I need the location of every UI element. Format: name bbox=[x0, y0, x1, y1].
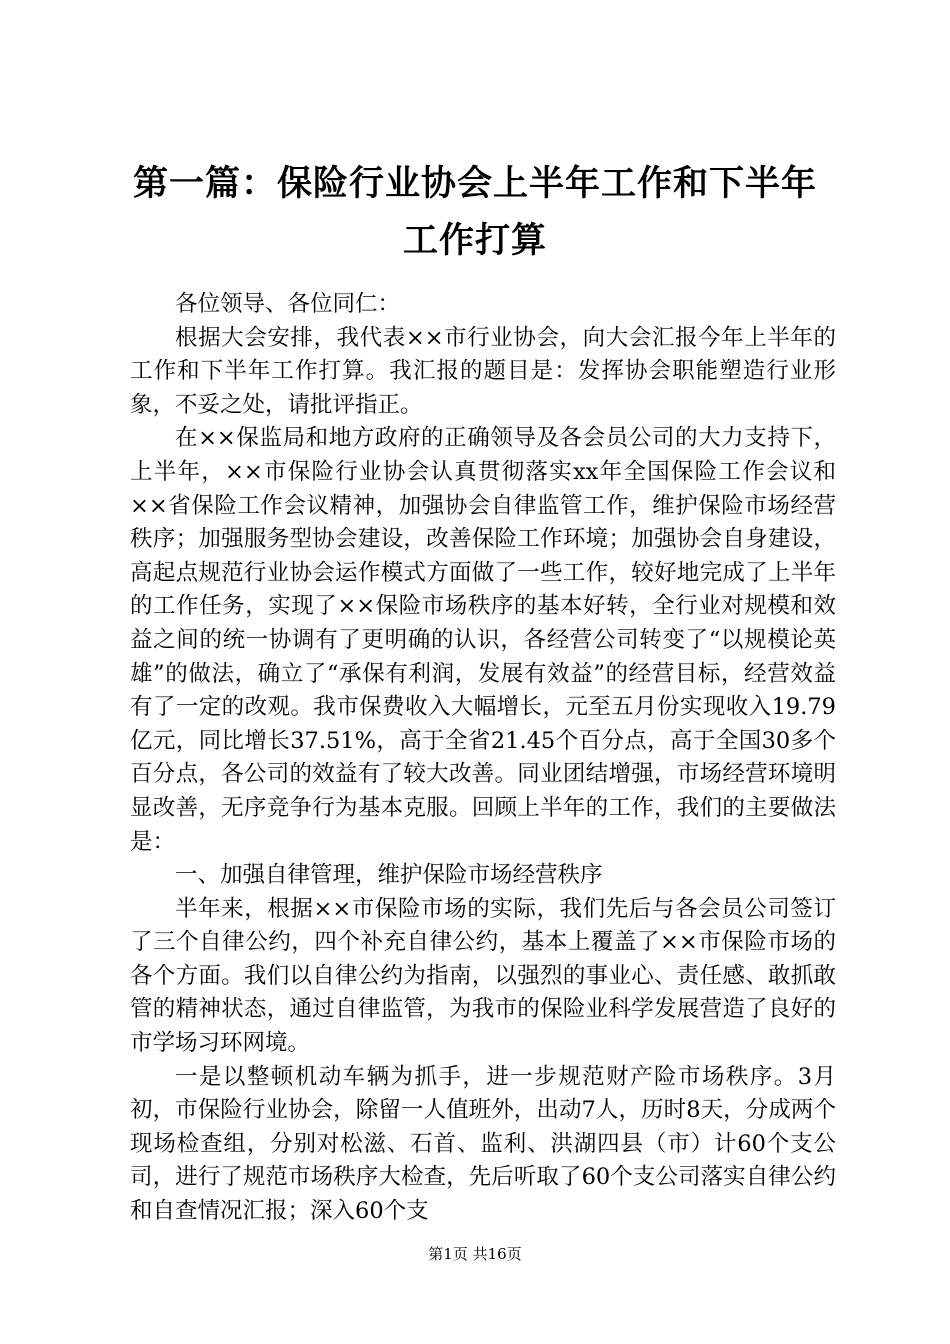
paragraph-vehicle-rectification: 一是以整顿机动车辆为抓手，进一步规范财产险市场秩序。3月初，市保险行业协会，除留一人值班外，出动7人，历时8天，分成两个现场检查组，分别对松滋、石首、监利、洪湖四县（市）计60个支公司，进行了规范市场秩序大检查，先后听取了60个支公司落实自律公约和自查情况汇报；深入60个支 bbox=[130, 1063, 836, 1225]
paragraph-summary: 在××保监局和地方政府的正确领导及各会员公司的大力支持下，上半年，××市保险行业协会认真贯彻落实xx年全国保险工作会议和××省保险工作会议精神，加强协会自律监管工作，维护保险市场经营秩序；加强服务型协会建设，改善保险工作环境；加强协会自身建设，高起点规范行业协会运作模式方面做了一些工作，较好地完成了上半年的工作任务，实现了××保险市场秩序的基本好转，全行业对规模和效益之间的统一协调有了更明确的认识，各经营公司转变了“以规模论英雄”的做法，确立了“承保有利润，发展有效益”的经营目标，经营效益有了一定的改观。我市保费收入大幅增长，元至五月份实现收入19.79亿元，同比增长37.51%，高于全省21.45个百分点，高于全国30多个百分点，各公司的效益有了较大改善。同业团结增强，市场经营环境明显改善，无序竞争行为基本克服。回顾上半年的工作，我们的主要做法是： bbox=[130, 425, 836, 855]
page-footer: 第1页 共16页 bbox=[428, 1245, 522, 1263]
section-heading: 一、加强自律管理，维护保险市场经营秩序 bbox=[175, 862, 603, 889]
document-title: 第一篇：保险行业协会上半年工作和下半年工作打算 bbox=[132, 164, 817, 261]
paragraph-salutation: 各位领导、各位同仁： bbox=[175, 291, 401, 317]
document-body bbox=[130, 288, 836, 1229]
paragraph-self-discipline: 半年来，根据××市保险市场的实际，我们先后与各会员公司签订了三个自律公约，四个补充自律公约，基本上覆盖了××市保险市场的各个方面。我们以自律公约为指南，以强烈的事业心、责任感、敢抓敢管的精神状态，通过自律监管，为我市的保险业科学发展营造了良好的市学场习环网境。 bbox=[130, 895, 836, 1057]
paragraph-intro: 根据大会安排，我代表××市行业协会，向大会汇报今年上半年的工作和下半年工作打算。我汇报的题目是：发挥协会职能塑造行业形象，不妥之处，请批评指正。 bbox=[130, 324, 836, 418]
